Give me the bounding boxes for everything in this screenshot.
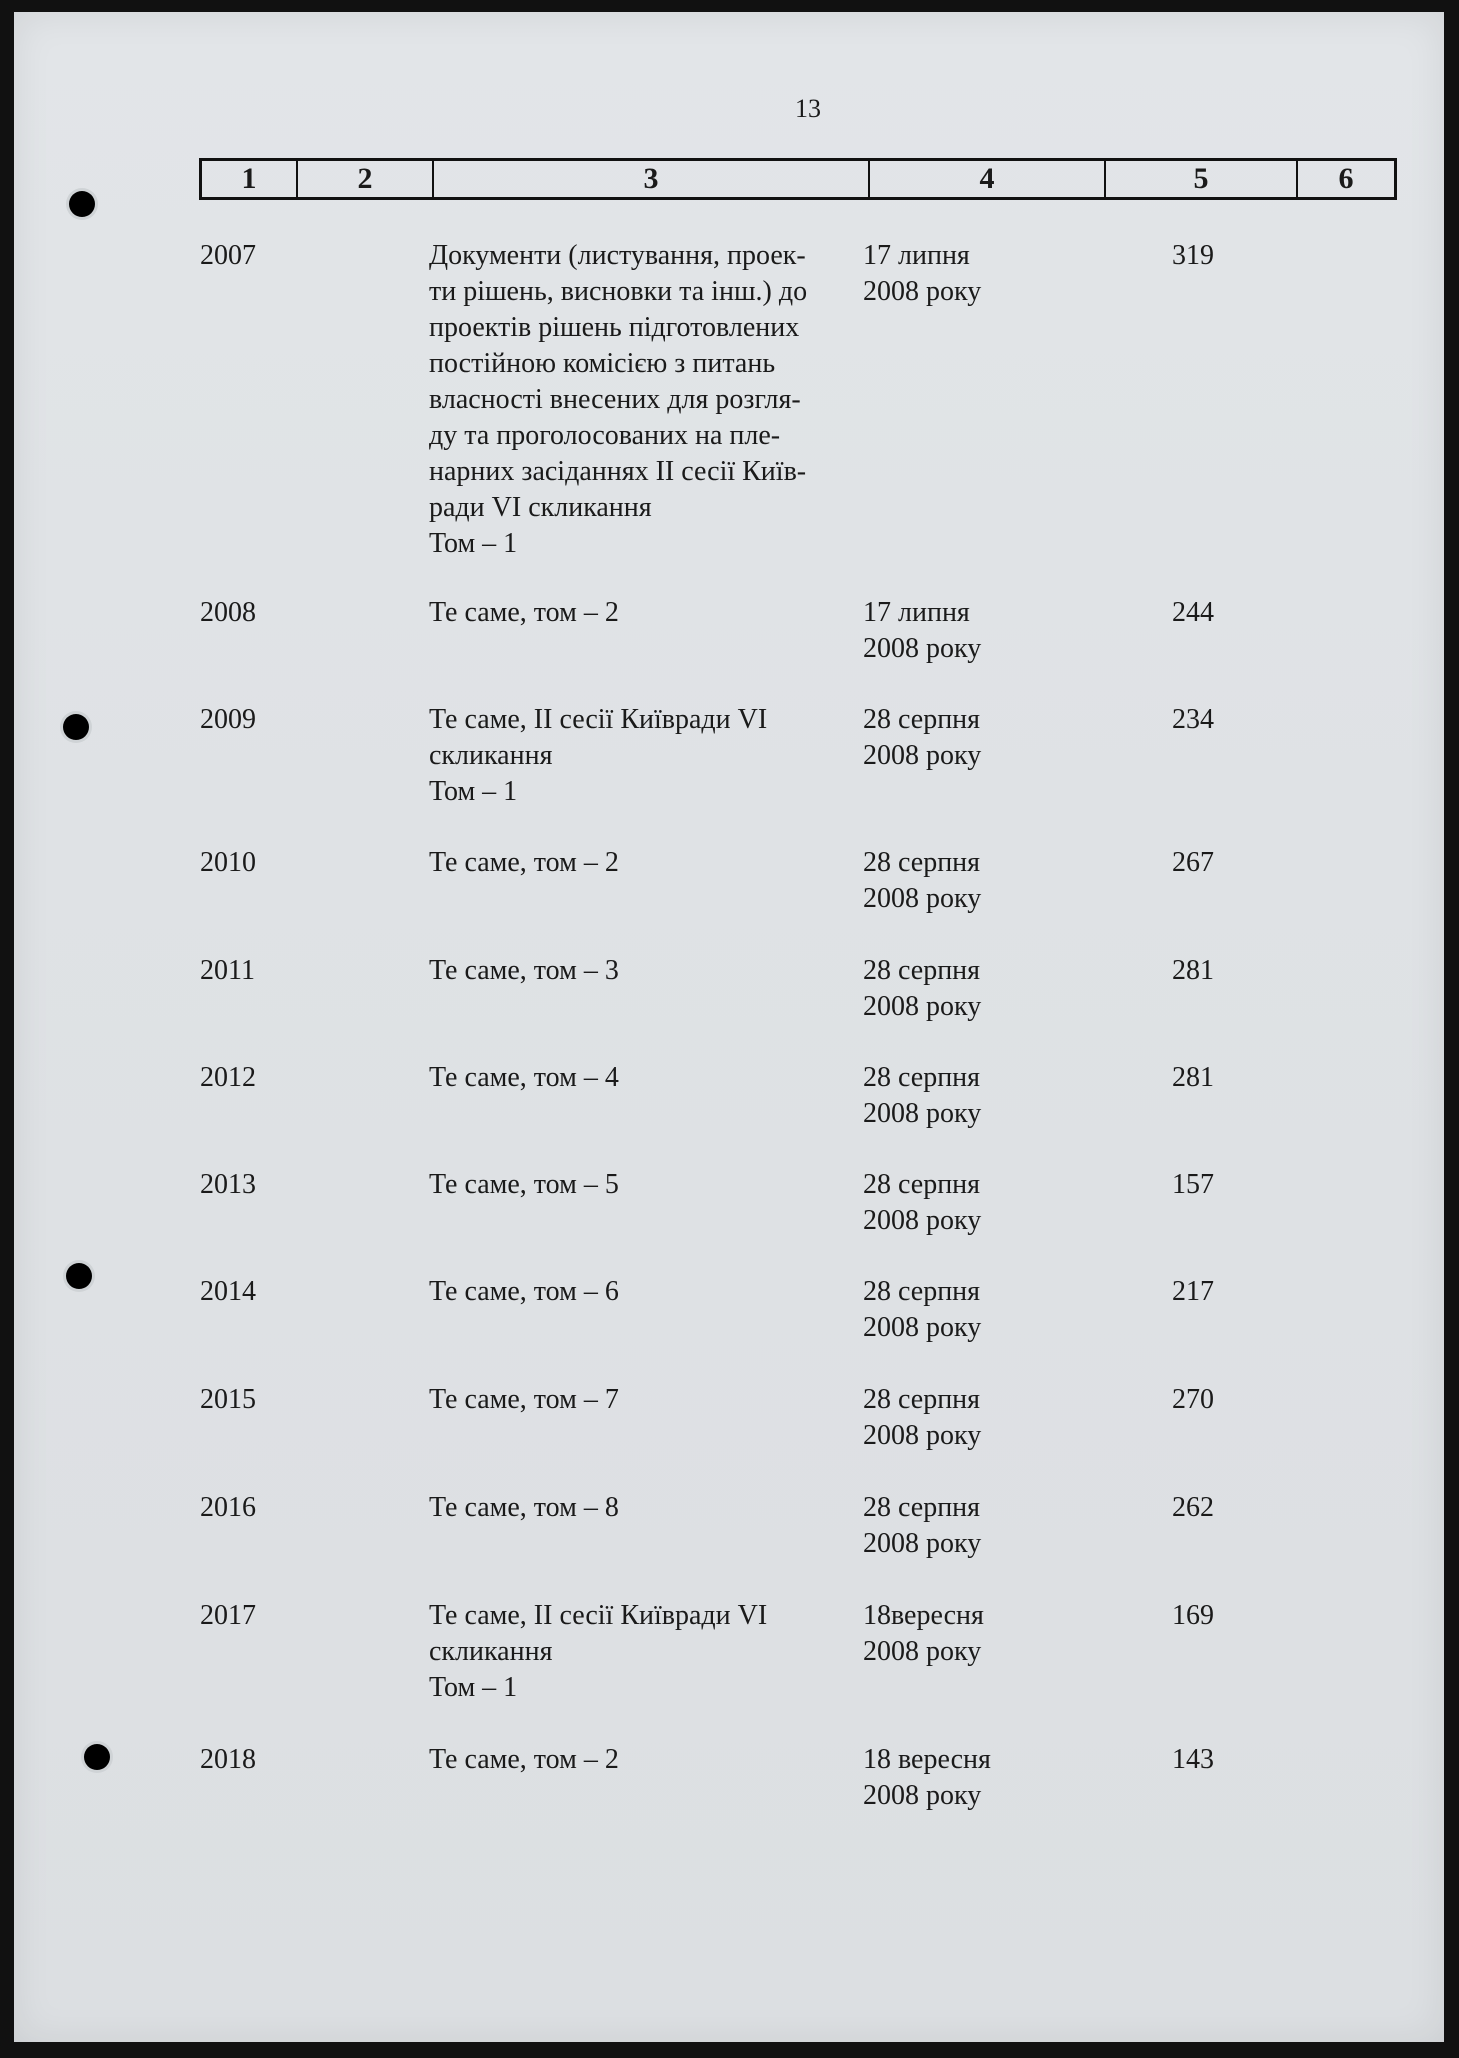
- item-number: 2013: [200, 1169, 256, 1200]
- item-count: 267: [1172, 847, 1214, 878]
- item-date: 18 вересня 2008 року: [863, 1744, 991, 1811]
- item-number: 2015: [200, 1384, 256, 1415]
- item-number: 2012: [200, 1062, 256, 1093]
- item-number: 2010: [200, 847, 256, 878]
- page-number: 13: [795, 94, 821, 123]
- item-title: Документи (листування, проек- ти рішень, висновки та інш.) до проектів рішень підготовлених постійною комісією з питань власності внесених для розгля- ду та проголосованих на пле- нарних засіданнях ІІ сесії Київ- ради VI скликання Том – 1: [429, 240, 808, 559]
- item-count: 319: [1172, 240, 1214, 271]
- table-header-row: [199, 158, 1397, 200]
- item-date: 28 серпня 2008 року: [863, 1384, 982, 1451]
- item-date: 28 серпня 2008 року: [863, 1169, 982, 1236]
- punch-hole: [69, 191, 95, 217]
- item-count: 234: [1172, 704, 1214, 735]
- item-title: Те саме, том – 7: [429, 1384, 619, 1415]
- item-date: 28 серпня 2008 року: [863, 1062, 982, 1129]
- item-title: Те саме, том – 2: [429, 1744, 619, 1775]
- item-title: Те саме, ІІ сесії Київради VI скликання Том – 1: [429, 1600, 768, 1703]
- item-count: 281: [1172, 955, 1214, 986]
- item-count: 281: [1172, 1062, 1214, 1093]
- item-title: Те саме, том – 6: [429, 1276, 619, 1307]
- item-count: 262: [1172, 1492, 1214, 1523]
- column-header-1: 1: [202, 161, 298, 197]
- item-title: Те саме, том – 2: [429, 847, 619, 878]
- column-header-3: 3: [434, 161, 870, 197]
- item-count: 157: [1172, 1169, 1214, 1200]
- item-date: 28 серпня 2008 року: [863, 955, 982, 1022]
- item-title: Те саме, том – 4: [429, 1062, 619, 1093]
- item-count: 270: [1172, 1384, 1214, 1415]
- column-header-2: 2: [298, 161, 434, 197]
- item-date: 28 серпня 2008 року: [863, 1276, 982, 1343]
- item-date: 17 липня 2008 року: [863, 597, 982, 664]
- punch-hole: [84, 1744, 110, 1770]
- item-count: 169: [1172, 1600, 1214, 1631]
- item-title: Те саме, том – 2: [429, 597, 619, 628]
- item-number: 2011: [200, 955, 255, 986]
- item-date: 28 серпня 2008 року: [863, 704, 982, 771]
- item-number: 2016: [200, 1492, 256, 1523]
- item-number: 2014: [200, 1276, 256, 1307]
- punch-hole: [66, 1263, 92, 1289]
- document-page: [14, 12, 1444, 2042]
- item-number: 2009: [200, 704, 256, 735]
- item-number: 2017: [200, 1600, 256, 1631]
- column-header-4: 4: [870, 161, 1106, 197]
- item-number: 2008: [200, 597, 256, 628]
- column-header-6: 6: [1338, 162, 1354, 195]
- punch-hole: [63, 714, 89, 740]
- item-date: 28 серпня 2008 року: [863, 847, 982, 914]
- item-count: 143: [1172, 1744, 1214, 1775]
- item-count: 244: [1172, 597, 1214, 628]
- item-title: Те саме, ІІ сесії Київради VI скликання Том – 1: [429, 704, 768, 807]
- item-date: 28 серпня 2008 року: [863, 1492, 982, 1559]
- item-title: Те саме, том – 3: [429, 955, 619, 986]
- item-number: 2018: [200, 1744, 256, 1775]
- item-date: 18вересня 2008 року: [863, 1600, 984, 1667]
- item-count: 217: [1172, 1276, 1214, 1307]
- item-date: 17 липня 2008 року: [863, 240, 982, 307]
- item-title: Те саме, том – 5: [429, 1169, 619, 1200]
- item-title: Те саме, том – 8: [429, 1492, 619, 1523]
- item-number: 2007: [200, 240, 256, 271]
- column-header-5: 5: [1106, 161, 1298, 197]
